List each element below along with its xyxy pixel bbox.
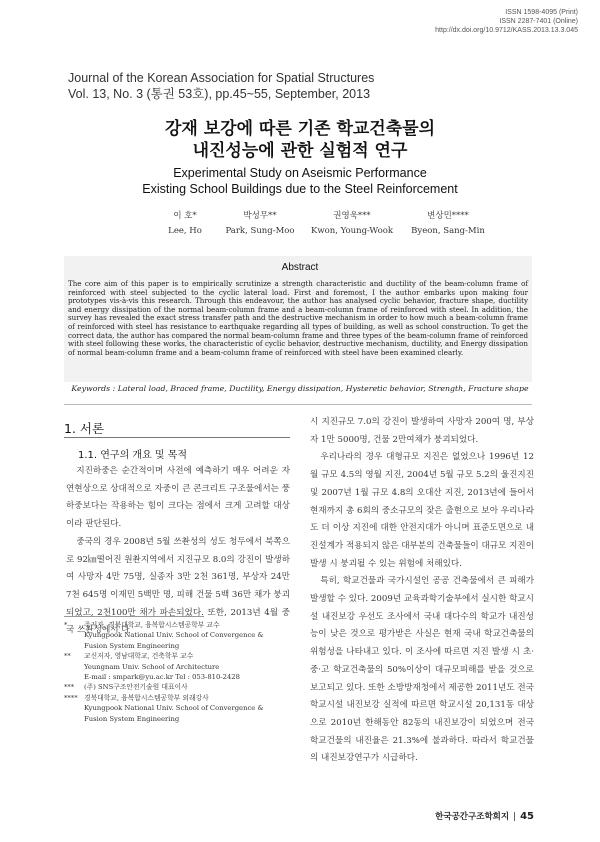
author-english: Park, Sung-Moo bbox=[225, 226, 295, 236]
section-heading: 1. 서론 bbox=[64, 421, 105, 436]
footnote-divider bbox=[64, 616, 204, 617]
author-korean: 이 호* bbox=[173, 211, 197, 221]
issn-online: ISSN 2287-7401 (Online) bbox=[499, 18, 578, 25]
footnote-mark: **** bbox=[64, 693, 78, 702]
footer-separator bbox=[514, 812, 515, 821]
footnote bbox=[64, 682, 294, 692]
footnote bbox=[64, 693, 294, 724]
doi-link[interactable]: http://dx.doi.org/10.9712/KASS.2013.13.3.045 bbox=[435, 27, 578, 34]
footer-journal: 한국공간구조학회지 bbox=[435, 812, 510, 822]
author-english: Lee, Ho bbox=[168, 226, 202, 236]
english-title-line2: Existing School Buildings due to the Steel Reinforcement bbox=[142, 182, 458, 196]
footnote-line: Fusion System Engineering bbox=[84, 714, 180, 723]
footnote-line: Kyungpook National Univ. School of Convergence & bbox=[84, 704, 264, 713]
section-heading-rule bbox=[64, 437, 290, 438]
paragraph: 특히, 학교건물과 국가시설인 공공 건축물에서 큰 피해가 발생할 수 있다. 2009년 교육과학기술부에서 실시한 학교시설 내진보강 우선도 조사에서 국내 대다수의 학교가 내진성능이 낮은 것으로 평가받은 사실은 현재 국내 학교건축물의 위험성을 나타내고 있다. 이 조사에 따르면 지진 발생 시 초·중·고 학교건축물의 50%이상이 대규모피해를 받을 것으로 보고되고 있다. 또한 소방방재청에서 제공한 2011년도 전국 학교시설 내진보강 실적에 따르면 학교시설 20,131동 대상으로 2010년 한해동안 82동의 내진보강이 되었으며 전국 학교건물의 내진율은 21.3%에 불과하다. 따라서 학교건물의 내진보강연구가 시급하다. bbox=[310, 576, 534, 764]
subsection-heading: 1.1. 연구의 개요 및 목적 bbox=[78, 450, 188, 461]
abstract-divider bbox=[64, 404, 532, 405]
volume-line: Vol. 13, No. 3 (통권 53호), pp.45~55, September, 2013 bbox=[68, 87, 371, 101]
footnote bbox=[64, 651, 294, 682]
abstract-heading: Abstract bbox=[281, 262, 319, 273]
footnote-line: Yeungnam Univ. School of Architecture bbox=[84, 662, 220, 671]
abstract-text: The core aim of this paper is to empirically scrutinize a strength characteristic and ductility of the beam-column frame of reinforced with steel subjected to the cyclic lateral load. First and foremost, I the author embarks upon making four prototypes vis-à-vis this research. Through this endeavour, the author has analysed cyclic behavior, fracture shape, ductility and energy dissipation of the normal beam-column frame and a beam-column frame of reinforced with steel. In addition, the survey has revealed the exact stress transfer path and the destructive mechanism in order to how much a beam-column frame of reinforced with steel has resistance to earthquake regarding all types of building, as well as school construction. To get the correct data, the author has compared the normal beam-column frame and three types of the beam-column frame of reinforced with steel following these works, the characteristic of cyclic behavior, destructive mechanism, ductility, and Energy dissipation of normal beam-column frame and a beam-column frame of reinforced with steel have been examined clearly. bbox=[68, 279, 528, 357]
author-korean: 권영욱*** bbox=[333, 211, 371, 221]
footnote bbox=[64, 620, 294, 651]
footnote-line: E-mail : smpark@yu.ac.kr Tel : 053-810-2428 bbox=[84, 673, 240, 682]
paragraph: 지진하중은 순간적이며 사전에 예측하기 매우 어려운 자연현상으로 상대적으로 자중이 큰 콘크리트 구조물에서는 풍하중보다는 작용하는 힘이 크다는 점에서 크게 고려할 대상이라 판단된다. bbox=[66, 466, 290, 530]
footnotes bbox=[64, 620, 294, 724]
korean-title-line2: 내진성능에 관한 실험적 연구 bbox=[192, 141, 408, 161]
body-column-right bbox=[310, 414, 534, 768]
author-korean: 박성무** bbox=[243, 211, 277, 221]
author-english: Byeon, Sang-Min bbox=[411, 226, 485, 236]
body-column-left bbox=[66, 463, 290, 640]
paragraph: 중국의 경우 2008년 5월 쓰촨성의 성도 청두에서 북쪽으로 92㎞떨어진 원촨지역에서 지진규모 8.0의 강진이 발생하여 사망자 4만 75명, 실종자 3만 2천 361명, 부상자 24만 7천 645명 이재민 5백만 명, 피해 건물 5백 36만 채가 붕괴 되었고, 2천100만 채가 파손되었다. 또한, 2013년 4월 중국 쓰촨성에서 다 bbox=[66, 536, 290, 636]
footnote-line: 교신저자, 영남대학교, 건축학부 교수 bbox=[84, 652, 194, 661]
paragraph: 우리나라의 경우 대형규모 지진은 없었으나 1996년 12월 규모 4.5의 영월 지진, 2004년 5월 규모 5.2의 울진지진 및 2007년 1월 규모 4.8의 오대산 지진, 2013년에 들어서 현재까지 총 6회의 중소규모의 잦은 출현으로 보아 우리나라도 더 이상 지진에 대한 안전지대가 아니며 표준도면으로 내진설계가 적용되지 않은 대부분의 건축물들이 대규모 지진이 발생 시 붕괴될 수 있는 위험에 처해있다. bbox=[310, 452, 534, 569]
journal-info bbox=[68, 70, 374, 102]
issn-print: ISSN 1598-4095 (Print) bbox=[505, 9, 578, 16]
footnote-line: 경북대학교, 융복합시스템공학부 외래강사 bbox=[84, 693, 209, 702]
author-english: Kwon, Young-Wook bbox=[311, 226, 393, 236]
author-3 bbox=[297, 209, 407, 239]
page-number: 45 bbox=[520, 810, 534, 822]
issn-block bbox=[358, 8, 578, 35]
footnote-line: Kyungpook National Univ. School of Convergence & bbox=[84, 631, 264, 640]
journal-name: Journal of the Korean Association for Spatial Structures bbox=[68, 71, 375, 85]
english-title-line1: Experimental Study on Aseismic Performance bbox=[173, 166, 427, 180]
footnote-mark: ** bbox=[64, 652, 71, 661]
author-korean: 변상민**** bbox=[427, 211, 469, 221]
page-footer bbox=[435, 810, 534, 822]
footnote-line: (주) SNS구조안전기술원 대표이사 bbox=[84, 683, 188, 692]
footnote-line: 주저자, 경북대학교, 융복합시스템공학부 교수 bbox=[84, 621, 220, 629]
korean-title-line1: 강재 보강에 따른 기존 학교건축물의 bbox=[164, 119, 435, 139]
footnote-mark: * bbox=[64, 621, 68, 629]
author-list bbox=[0, 209, 600, 239]
footnote-line: Fusion System Engineering bbox=[84, 641, 180, 650]
footnote-mark: *** bbox=[64, 683, 75, 692]
author-4 bbox=[393, 209, 503, 239]
paragraph: 시 지진규모 7.0의 강진이 발생하여 사망자 200여 명, 부상자 1만 5000명, 건물 2만여채가 붕괴되었다. bbox=[310, 417, 534, 445]
keywords: Keywords : Lateral load, Braced frame, Ductility, Energy dissipation, Hysteretic behavior, Strength, Fracture shape bbox=[71, 384, 529, 393]
